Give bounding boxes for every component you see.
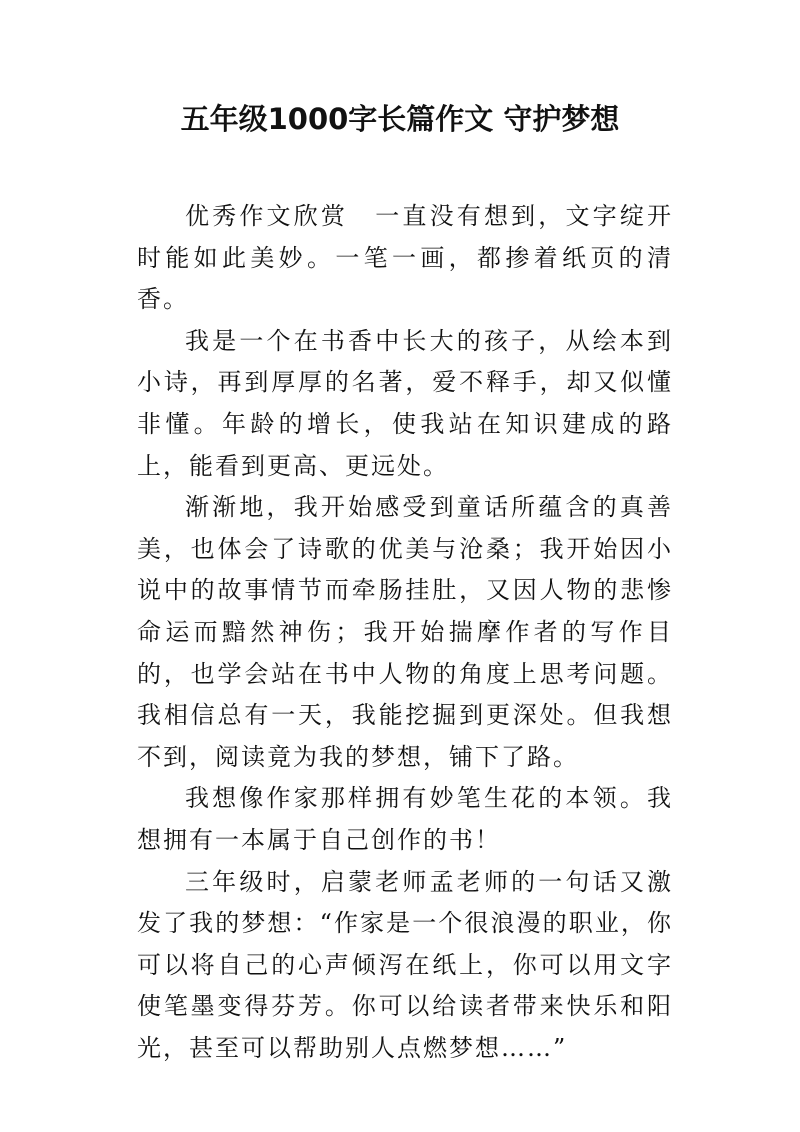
page-title: 五年级1000字长篇作文 守护梦想 xyxy=(180,102,620,136)
article-body xyxy=(137,196,673,1069)
paragraph: 优秀作文欣赏 一直没有想到，文字绽开时能如此美妙。一笔一画，都掺着纸页的清香。 xyxy=(137,202,673,314)
paragraph: 我想像作家那样拥有妙笔生花的本领。我想拥有一本属于自己创作的书！ xyxy=(137,784,673,854)
paragraph: 渐渐地，我开始感受到童话所蕴含的真善美，也体会了诗歌的优美与沧桑；我开始因小说中的故事情节而牵肠挂肚，又因人物的悲惨命运而黯然神伤；我开始揣摩作者的写作目的，也学会站在书中人物的角度上思考问题。我相信总有一天，我能挖掘到更深处。但我想不到，阅读竟为我的梦想，铺下了路。 xyxy=(137,493,673,771)
paragraph: 三年级时，启蒙老师孟老师的一句话又激发了我的梦想：“作家是一个很浪漫的职业，你可以将自己的心声倾泻在纸上，你可以用文字使笔墨变得芬芳。你可以给读者带来快乐和阳光，甚至可以帮助别人点燃梦想……” xyxy=(137,867,673,1062)
paragraph: 我是一个在书香中长大的孩子，从绘本到小诗，再到厚厚的名著，爱不释手，却又似懂非懂。年龄的增长，使我站在知识建成的路上，能看到更高、更远处。 xyxy=(137,326,673,480)
